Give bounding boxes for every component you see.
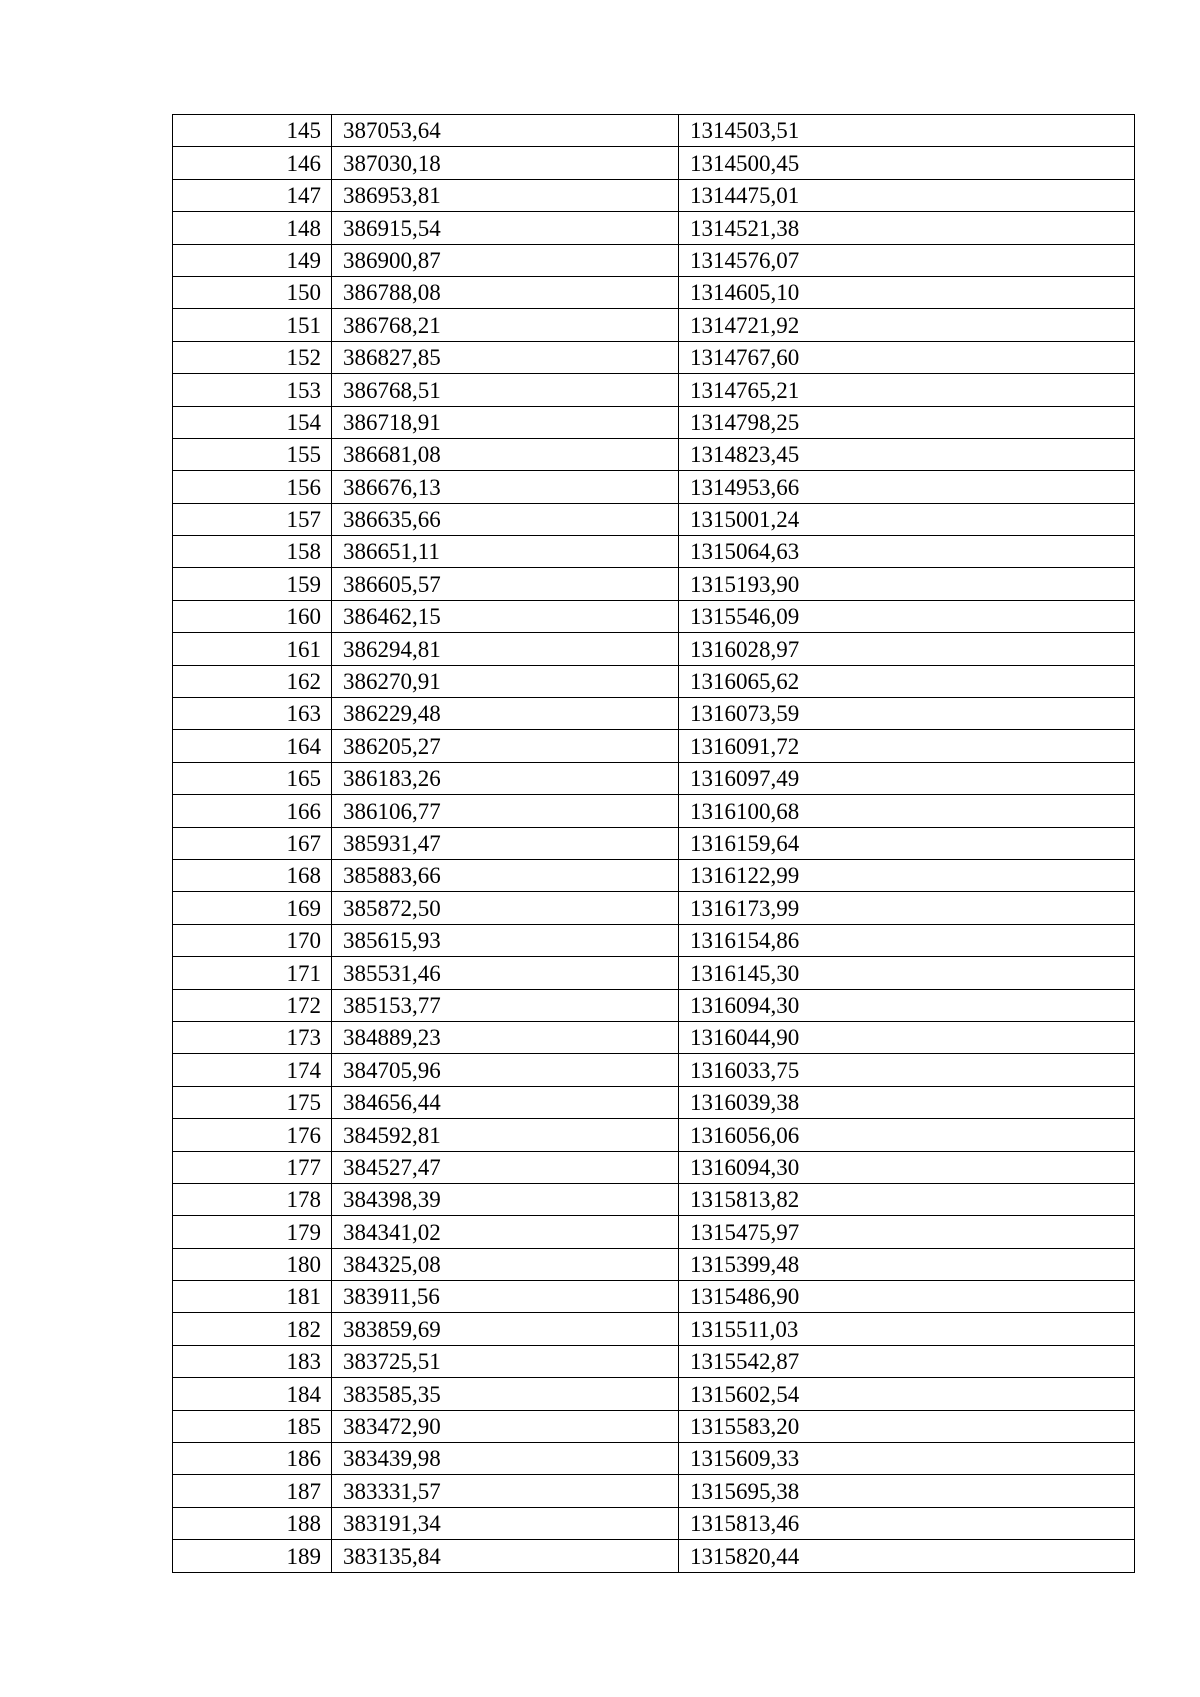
y-coordinate-cell: 1315695,38	[679, 1475, 1135, 1507]
y-coordinate-cell: 1314475,01	[679, 179, 1135, 211]
x-coordinate-cell: 384398,39	[332, 1183, 679, 1215]
table-row	[173, 665, 1135, 697]
x-coordinate-cell: 386915,54	[332, 212, 679, 244]
table-row	[173, 827, 1135, 859]
table-row	[173, 1151, 1135, 1183]
x-coordinate-cell: 385883,66	[332, 859, 679, 891]
point-number-cell: 175	[173, 1086, 332, 1118]
table-row	[173, 536, 1135, 568]
table-row	[173, 503, 1135, 535]
point-number-cell: 183	[173, 1345, 332, 1377]
table-row	[173, 115, 1135, 147]
x-coordinate-cell: 384705,96	[332, 1054, 679, 1086]
x-coordinate-cell: 386205,27	[332, 730, 679, 762]
y-coordinate-cell: 1315486,90	[679, 1281, 1135, 1313]
x-coordinate-cell: 383585,35	[332, 1378, 679, 1410]
point-number-cell: 159	[173, 568, 332, 600]
x-coordinate-cell: 385615,93	[332, 924, 679, 956]
point-number-cell: 147	[173, 179, 332, 211]
y-coordinate-cell: 1314500,45	[679, 147, 1135, 179]
y-coordinate-cell: 1316056,06	[679, 1119, 1135, 1151]
table-row	[173, 730, 1135, 762]
y-coordinate-cell: 1316173,99	[679, 892, 1135, 924]
y-coordinate-cell: 1315475,97	[679, 1216, 1135, 1248]
table-row	[173, 1086, 1135, 1118]
x-coordinate-cell: 383439,98	[332, 1443, 679, 1475]
y-coordinate-cell: 1314823,45	[679, 438, 1135, 470]
x-coordinate-cell: 386605,57	[332, 568, 679, 600]
y-coordinate-cell: 1314721,92	[679, 309, 1135, 341]
y-coordinate-cell: 1315813,46	[679, 1507, 1135, 1539]
x-coordinate-cell: 386788,08	[332, 276, 679, 308]
table-row	[173, 1183, 1135, 1215]
point-number-cell: 149	[173, 244, 332, 276]
point-number-cell: 150	[173, 276, 332, 308]
table-row	[173, 1443, 1135, 1475]
table-row	[173, 924, 1135, 956]
table-row	[173, 568, 1135, 600]
y-coordinate-cell: 1315001,24	[679, 503, 1135, 535]
y-coordinate-cell: 1316065,62	[679, 665, 1135, 697]
y-coordinate-cell: 1316039,38	[679, 1086, 1135, 1118]
table-row	[173, 1410, 1135, 1442]
y-coordinate-cell: 1316094,30	[679, 989, 1135, 1021]
table-row	[173, 989, 1135, 1021]
point-number-cell: 187	[173, 1475, 332, 1507]
point-number-cell: 179	[173, 1216, 332, 1248]
x-coordinate-cell: 386270,91	[332, 665, 679, 697]
y-coordinate-cell: 1315602,54	[679, 1378, 1135, 1410]
point-number-cell: 145	[173, 115, 332, 147]
x-coordinate-cell: 384527,47	[332, 1151, 679, 1183]
x-coordinate-cell: 385931,47	[332, 827, 679, 859]
y-coordinate-cell: 1316073,59	[679, 698, 1135, 730]
y-coordinate-cell: 1315399,48	[679, 1248, 1135, 1280]
x-coordinate-cell: 385153,77	[332, 989, 679, 1021]
x-coordinate-cell: 386900,87	[332, 244, 679, 276]
point-number-cell: 168	[173, 859, 332, 891]
y-coordinate-cell: 1316044,90	[679, 1021, 1135, 1053]
point-number-cell: 164	[173, 730, 332, 762]
x-coordinate-cell: 386718,91	[332, 406, 679, 438]
table-row	[173, 212, 1135, 244]
y-coordinate-cell: 1316094,30	[679, 1151, 1135, 1183]
y-coordinate-cell: 1314521,38	[679, 212, 1135, 244]
point-number-cell: 156	[173, 471, 332, 503]
table-row	[173, 471, 1135, 503]
x-coordinate-cell: 383135,84	[332, 1540, 679, 1572]
point-number-cell: 177	[173, 1151, 332, 1183]
x-coordinate-cell: 386676,13	[332, 471, 679, 503]
table-row	[173, 438, 1135, 470]
point-number-cell: 158	[173, 536, 332, 568]
point-number-cell: 152	[173, 341, 332, 373]
table-row	[173, 1281, 1135, 1313]
x-coordinate-cell: 384325,08	[332, 1248, 679, 1280]
point-number-cell: 146	[173, 147, 332, 179]
y-coordinate-cell: 1314765,21	[679, 374, 1135, 406]
y-coordinate-cell: 1316033,75	[679, 1054, 1135, 1086]
table-row	[173, 1507, 1135, 1539]
x-coordinate-cell: 383725,51	[332, 1345, 679, 1377]
point-number-cell: 180	[173, 1248, 332, 1280]
point-number-cell: 155	[173, 438, 332, 470]
table-row	[173, 374, 1135, 406]
table-row	[173, 892, 1135, 924]
coordinates-table-body	[173, 115, 1135, 1573]
y-coordinate-cell: 1316154,86	[679, 924, 1135, 956]
table-row	[173, 1021, 1135, 1053]
point-number-cell: 185	[173, 1410, 332, 1442]
point-number-cell: 163	[173, 698, 332, 730]
x-coordinate-cell: 383331,57	[332, 1475, 679, 1507]
table-row	[173, 1054, 1135, 1086]
y-coordinate-cell: 1315813,82	[679, 1183, 1135, 1215]
y-coordinate-cell: 1314767,60	[679, 341, 1135, 373]
point-number-cell: 178	[173, 1183, 332, 1215]
y-coordinate-cell: 1315064,63	[679, 536, 1135, 568]
table-row	[173, 795, 1135, 827]
table-row	[173, 1345, 1135, 1377]
table-row	[173, 179, 1135, 211]
point-number-cell: 188	[173, 1507, 332, 1539]
point-number-cell: 189	[173, 1540, 332, 1572]
point-number-cell: 184	[173, 1378, 332, 1410]
x-coordinate-cell: 385531,46	[332, 957, 679, 989]
point-number-cell: 167	[173, 827, 332, 859]
point-number-cell: 170	[173, 924, 332, 956]
y-coordinate-cell: 1316122,99	[679, 859, 1135, 891]
y-coordinate-cell: 1316091,72	[679, 730, 1135, 762]
y-coordinate-cell: 1315193,90	[679, 568, 1135, 600]
x-coordinate-cell: 386183,26	[332, 762, 679, 794]
point-number-cell: 176	[173, 1119, 332, 1151]
x-coordinate-cell: 386229,48	[332, 698, 679, 730]
x-coordinate-cell: 383472,90	[332, 1410, 679, 1442]
point-number-cell: 154	[173, 406, 332, 438]
point-number-cell: 162	[173, 665, 332, 697]
point-number-cell: 182	[173, 1313, 332, 1345]
point-number-cell: 181	[173, 1281, 332, 1313]
y-coordinate-cell: 1316028,97	[679, 633, 1135, 665]
table-row	[173, 1475, 1135, 1507]
x-coordinate-cell: 386681,08	[332, 438, 679, 470]
point-number-cell: 151	[173, 309, 332, 341]
table-row	[173, 276, 1135, 308]
point-number-cell: 160	[173, 600, 332, 632]
table-row	[173, 1313, 1135, 1345]
point-number-cell: 157	[173, 503, 332, 535]
y-coordinate-cell: 1316145,30	[679, 957, 1135, 989]
table-row	[173, 147, 1135, 179]
point-number-cell: 186	[173, 1443, 332, 1475]
x-coordinate-cell: 383859,69	[332, 1313, 679, 1345]
y-coordinate-cell: 1315820,44	[679, 1540, 1135, 1572]
point-number-cell: 165	[173, 762, 332, 794]
table-row	[173, 957, 1135, 989]
x-coordinate-cell: 383911,56	[332, 1281, 679, 1313]
table-row	[173, 1248, 1135, 1280]
x-coordinate-cell: 386106,77	[332, 795, 679, 827]
coordinates-table	[172, 114, 1135, 1573]
point-number-cell: 161	[173, 633, 332, 665]
x-coordinate-cell: 384341,02	[332, 1216, 679, 1248]
x-coordinate-cell: 386768,51	[332, 374, 679, 406]
point-number-cell: 173	[173, 1021, 332, 1053]
x-coordinate-cell: 386768,21	[332, 309, 679, 341]
table-row	[173, 859, 1135, 891]
y-coordinate-cell: 1315609,33	[679, 1443, 1135, 1475]
y-coordinate-cell: 1314953,66	[679, 471, 1135, 503]
table-row	[173, 244, 1135, 276]
x-coordinate-cell: 383191,34	[332, 1507, 679, 1539]
y-coordinate-cell: 1314503,51	[679, 115, 1135, 147]
x-coordinate-cell: 386635,66	[332, 503, 679, 535]
x-coordinate-cell: 386294,81	[332, 633, 679, 665]
y-coordinate-cell: 1315583,20	[679, 1410, 1135, 1442]
x-coordinate-cell: 384656,44	[332, 1086, 679, 1118]
x-coordinate-cell: 387030,18	[332, 147, 679, 179]
table-row	[173, 1119, 1135, 1151]
y-coordinate-cell: 1316097,49	[679, 762, 1135, 794]
x-coordinate-cell: 384889,23	[332, 1021, 679, 1053]
table-row	[173, 762, 1135, 794]
point-number-cell: 174	[173, 1054, 332, 1086]
y-coordinate-cell: 1316100,68	[679, 795, 1135, 827]
table-row	[173, 1378, 1135, 1410]
x-coordinate-cell: 387053,64	[332, 115, 679, 147]
point-number-cell: 169	[173, 892, 332, 924]
point-number-cell: 171	[173, 957, 332, 989]
x-coordinate-cell: 386827,85	[332, 341, 679, 373]
x-coordinate-cell: 386462,15	[332, 600, 679, 632]
y-coordinate-cell: 1315542,87	[679, 1345, 1135, 1377]
point-number-cell: 148	[173, 212, 332, 244]
x-coordinate-cell: 384592,81	[332, 1119, 679, 1151]
y-coordinate-cell: 1314576,07	[679, 244, 1135, 276]
x-coordinate-cell: 386953,81	[332, 179, 679, 211]
x-coordinate-cell: 386651,11	[332, 536, 679, 568]
table-row	[173, 633, 1135, 665]
table-row	[173, 406, 1135, 438]
y-coordinate-cell: 1314798,25	[679, 406, 1135, 438]
point-number-cell: 166	[173, 795, 332, 827]
point-number-cell: 153	[173, 374, 332, 406]
table-row	[173, 1216, 1135, 1248]
table-row	[173, 1540, 1135, 1572]
table-row	[173, 341, 1135, 373]
y-coordinate-cell: 1315546,09	[679, 600, 1135, 632]
table-row	[173, 600, 1135, 632]
y-coordinate-cell: 1315511,03	[679, 1313, 1135, 1345]
table-row	[173, 309, 1135, 341]
y-coordinate-cell: 1316159,64	[679, 827, 1135, 859]
y-coordinate-cell: 1314605,10	[679, 276, 1135, 308]
x-coordinate-cell: 385872,50	[332, 892, 679, 924]
point-number-cell: 172	[173, 989, 332, 1021]
table-row	[173, 698, 1135, 730]
